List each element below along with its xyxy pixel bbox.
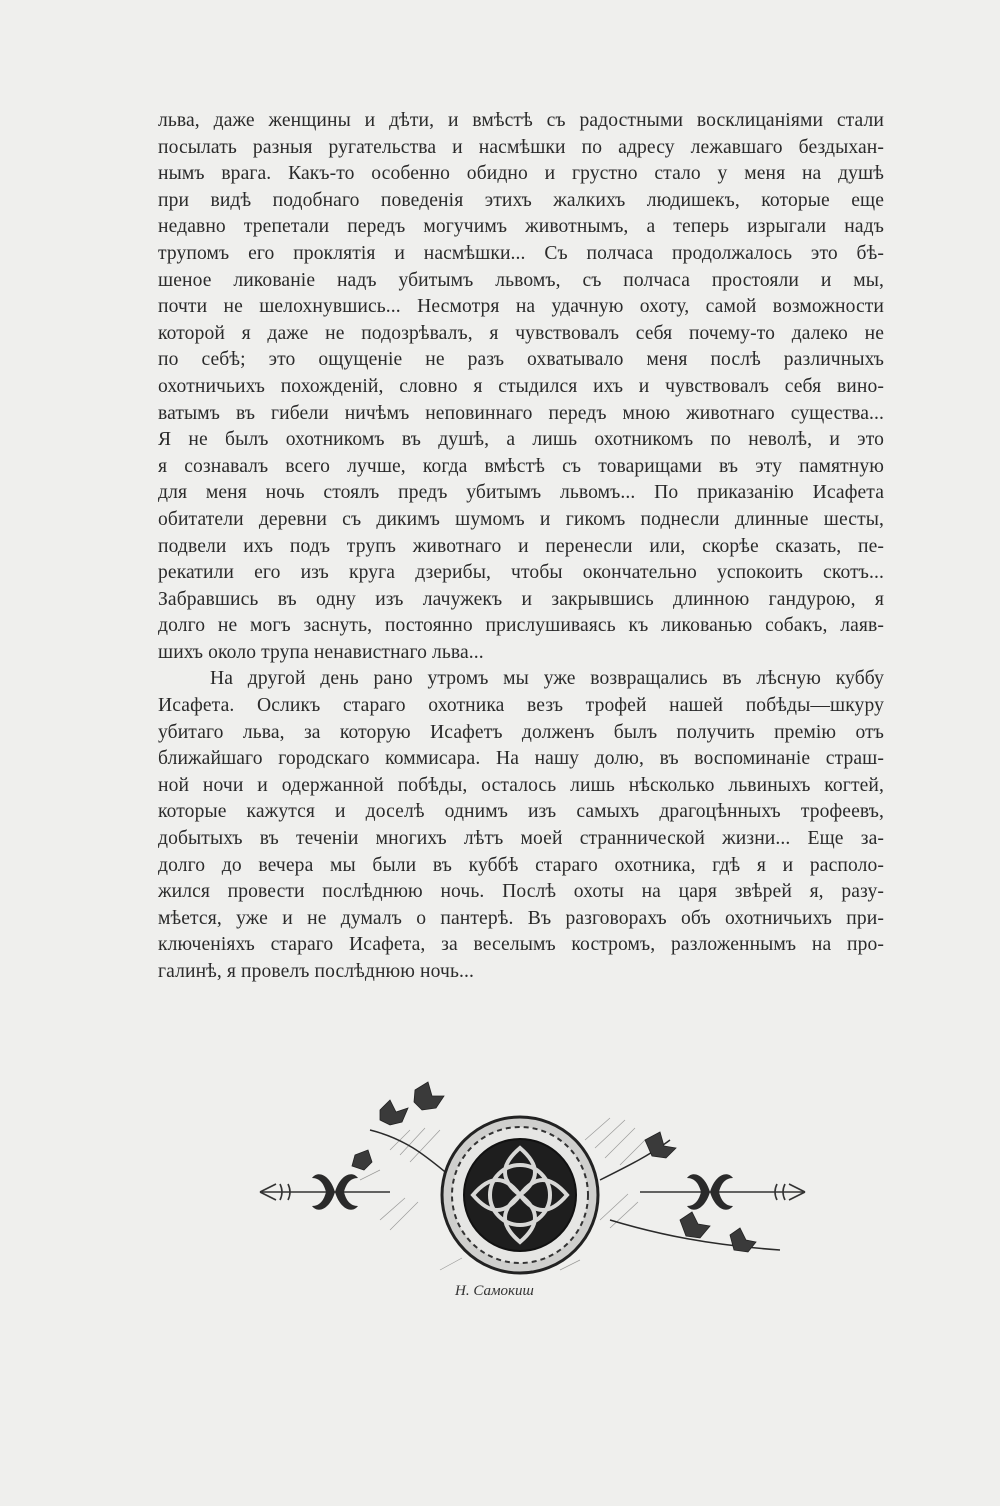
paragraph-2: [158, 666, 884, 985]
text-line: трупомъ его проклятія и насмѣшки... Съ полчаса продолжалось это бѣ-: [158, 242, 884, 264]
text-line: которой я даже не подозрѣвалъ, я чувствовалъ себя почему-то далеко не: [158, 322, 884, 344]
text-line: посылать разныя ругательства и насмѣшки по адресу лежавшаго бездыхан-: [158, 136, 884, 158]
artist-signature: Н. Самокиш: [455, 1283, 534, 1299]
text-line: мѣется, уже и не думалъ о пантерѣ. Въ разговорахъ объ охотничьихъ при-: [158, 907, 884, 929]
text-line: для меня ночь стоялъ предъ убитымъ львомъ... По приказанію Исафета: [158, 482, 884, 504]
text-line: ватымъ въ гибели ничѣмъ неповиннаго передъ мною животнаго существа...: [158, 402, 884, 424]
text-line: Исафета. Осликъ стараго охотника везъ трофей нашей побѣды—шкуру: [158, 695, 884, 717]
text-line: убитаго льва, за которую Исафетъ долженъ былъ получить премію отъ: [158, 721, 884, 743]
text-line: при видѣ подобнаго поведенія этихъ жалкихъ людишекъ, которые еще: [158, 189, 884, 211]
text-line: жился провести послѣднюю ночь. Послѣ охоты на царя звѣрей я, разу-: [158, 881, 884, 903]
text-line: нымъ врага. Какъ-то особенно обидно и грустно стало у меня на душѣ: [158, 163, 884, 185]
text-line: охотничьихъ похожденій, словно я стыдился ихъ и чувствовалъ себя вино-: [158, 375, 884, 397]
paragraph-1: [158, 108, 884, 666]
text-line: по себѣ; это ощущеніе не разъ охватывало меня послѣ различныхъ: [158, 349, 884, 371]
text-line: добытыхъ въ теченіи многихъ лѣтъ моей страннической жизни... Еще за-: [158, 828, 884, 850]
text-line: я сознавалъ всего лучше, когда вмѣстѣ съ товарищами въ эту памятную: [158, 455, 884, 477]
text-line: галинѣ, я провелъ послѣднюю ночь...: [158, 961, 474, 982]
text-block: [158, 108, 884, 986]
text-line: шихъ около трупа ненавистнаго льва...: [158, 641, 484, 663]
text-line: почти не шелохнувшись... Несмотря на удачную охоту, самой возможности: [158, 296, 884, 318]
text-line: обитатели деревни съ дикимъ шумомъ и гикомъ поднесли длинные шесты,: [158, 508, 884, 530]
text-line: долго до вечера мы были въ куббѣ стараго охотника, гдѣ я и располо-: [158, 854, 884, 876]
text-line: Забравшись въ одну изъ лачужекъ и закрывшись длинною гандурою, я: [158, 588, 884, 610]
text-line: которые кажутся и доселѣ однимъ изъ самыхъ драгоцѣнныхъ трофеевъ,: [158, 801, 884, 823]
text-line: недавно трепетали передъ могучимъ животнымъ, а теперь изрыгали надъ: [158, 216, 884, 238]
text-line: рекатили его изъ круга дзерибы, чтобы окончательно успокоить скотъ...: [158, 562, 884, 584]
text-line: ближайшаго городскаго коммисара. На нашу долю, въ воспоминаніе страш-: [158, 748, 884, 770]
text-line: ной ночи и одержанной побѣды, осталось лишь нѣсколько львиныхъ когтей,: [158, 774, 884, 796]
text-line: ключеніяхъ стараго Исафета, за веселымъ костромъ, разложеннымъ на про-: [158, 934, 884, 956]
text-line: шеное ликованіе надъ убитымъ львомъ, съ полчаса простояли и мы,: [158, 269, 884, 291]
text-line: долго не могъ заснуть, постоянно прислушиваясь къ ликованью собакъ, лаяв-: [158, 615, 884, 637]
text-line: На другой день рано утромъ мы уже возвращались въ лѣсную куббу: [210, 668, 884, 690]
text-line: льва, даже женщины и дѣти, и вмѣстѣ съ радостными восклицаніями стали: [158, 110, 884, 131]
text-line: подвели ихъ подъ трупъ животнаго и перенесли или, скорѣе сказать, пе-: [158, 535, 884, 557]
text-line: Я не былъ охотникомъ въ душѣ, а лишь охотникомъ по неволѣ, и это: [158, 429, 884, 451]
foliage-medallion-icon: [240, 1070, 820, 1310]
